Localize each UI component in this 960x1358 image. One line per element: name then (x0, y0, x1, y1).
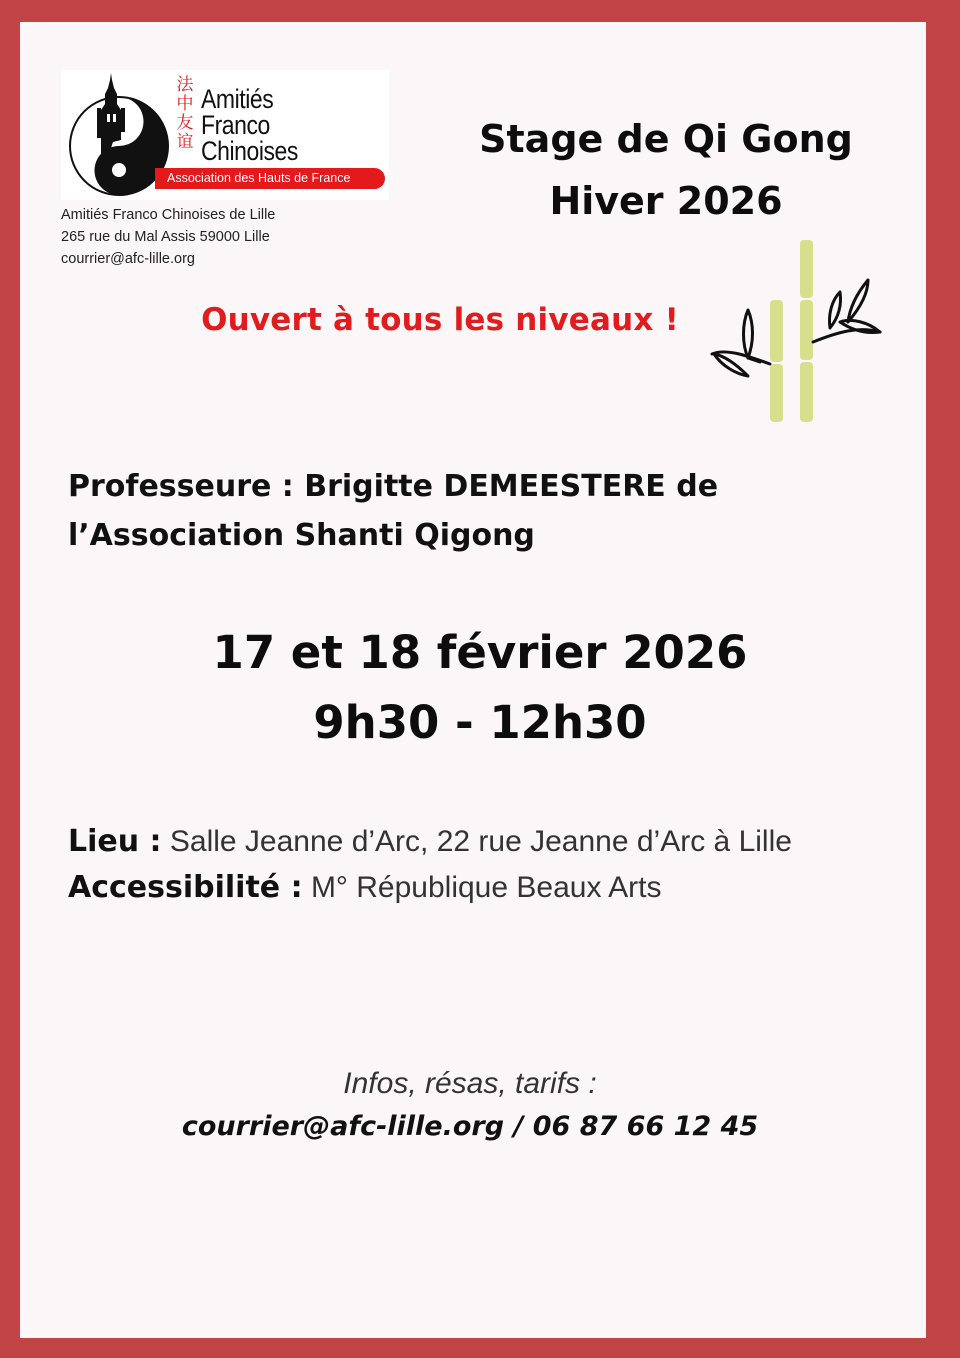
title-line-1: Stage de Qi Gong (479, 117, 853, 161)
teacher-line-1: Professeure : Brigitte DEMEESTERE de (68, 469, 719, 504)
hanzi-4: 谊 (176, 132, 194, 152)
hanzi-3: 友 (176, 113, 194, 133)
venue-value: Salle Jeanne d’Arc, 22 rue Jeanne d’Arc à Lille (169, 825, 792, 858)
poster-title (460, 108, 872, 232)
teacher-line-2: l’Association Shanti Qigong (68, 518, 535, 553)
access-line (68, 865, 661, 911)
poster (20, 22, 926, 1338)
schedule-hours: 9h30 - 12h30 (313, 696, 647, 749)
logo-word-franco: Franco (201, 110, 270, 140)
hanzi-1: 法 (176, 75, 194, 95)
logo-word-amities: Amitiés (201, 84, 274, 114)
bamboo-icon (708, 236, 908, 430)
tagline: Ouvert à tous les niveaux ! (201, 302, 679, 338)
access-label: Accessibilité : (68, 870, 303, 905)
venue-label: Lieu : (68, 824, 162, 859)
address-email: courrier@afc-lille.org (61, 251, 195, 267)
address-line-1: Amitiés Franco Chinoises de Lille (61, 207, 276, 223)
logo-word-chinoises: Chinoises (201, 136, 298, 166)
access-value: M° République Beaux Arts (310, 871, 662, 904)
schedule-dates: 17 et 18 février 2026 (212, 626, 748, 679)
address-line-2: 265 rue du Mal Assis 59000 Lille (61, 229, 270, 245)
hanzi-2: 中 (176, 94, 194, 114)
afc-logo (61, 70, 389, 200)
schedule-block (140, 618, 820, 758)
teacher-block (68, 462, 828, 560)
venue-line (68, 819, 792, 865)
contact-title: Infos, résas, tarifs : (343, 1067, 597, 1100)
contact-line: courrier@afc-lille.org / 06 87 66 12 45 (181, 1111, 759, 1142)
logo-banner-text: Association des Hauts de France (167, 171, 351, 185)
title-line-2: Hiver 2026 (549, 179, 783, 223)
